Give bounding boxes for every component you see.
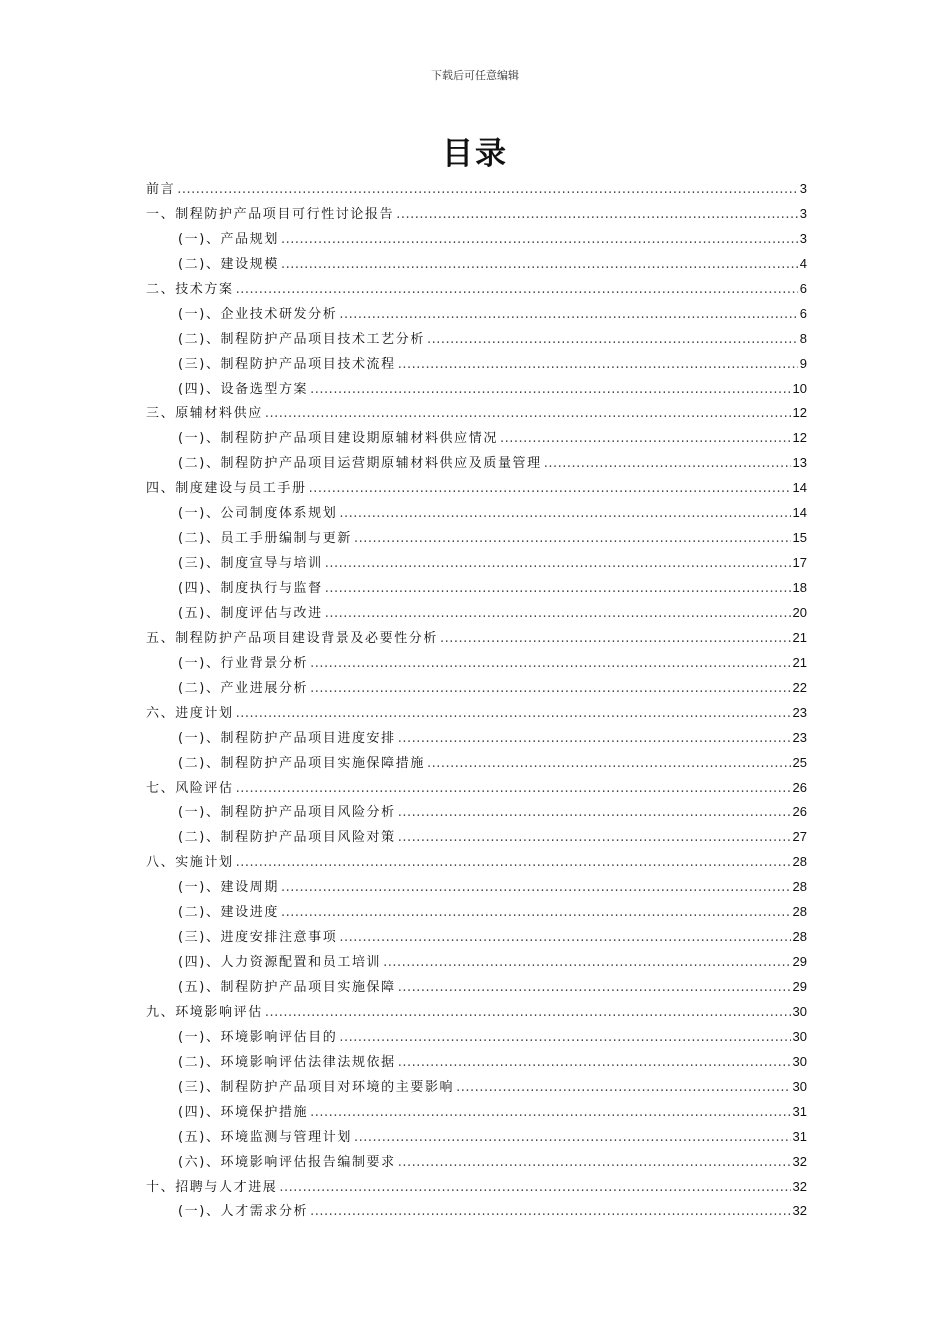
toc-title: 目录: [442, 136, 508, 172]
toc-entry[interactable]: [146, 1050, 807, 1075]
toc-dot-leader: [339, 303, 797, 328]
toc-entry-label: 四、制度建设与员工手册: [146, 481, 307, 497]
toc-entry-label: 前言: [146, 182, 176, 197]
toc-entry[interactable]: [146, 377, 807, 402]
toc-entry-label: (三)、制程防护产品项目对环境的主要影响: [178, 1079, 455, 1095]
toc-entry-label: (二)、建设进度: [178, 905, 279, 921]
toc-entry[interactable]: [146, 875, 807, 900]
toc-entry-page: 14: [792, 505, 807, 521]
toc-entry-page: 3: [799, 205, 807, 221]
toc-dot-leader: [427, 752, 791, 777]
toc-dot-leader: [281, 253, 798, 278]
toc-entry-label: (一)、环境影响评估目的: [178, 1029, 338, 1045]
toc-entry-label: 三、原辅材料供应: [146, 406, 263, 422]
toc-entry-label: (四)、制度执行与监督: [178, 581, 323, 596]
toc-entry-label: (三)、制度宣导与培训: [178, 556, 323, 572]
toc-entry[interactable]: [146, 850, 807, 875]
toc-entry-page: 12: [792, 430, 807, 446]
toc-entry[interactable]: [146, 327, 807, 352]
toc-entry[interactable]: [146, 501, 807, 526]
toc-entry-label: (五)、制度评估与改进: [178, 605, 323, 621]
toc-entry[interactable]: [146, 177, 807, 202]
toc-entry-label: (五)、制程防护产品项目实施保障: [178, 980, 396, 995]
toc-entry-label: (二)、制程防护产品项目技术工艺分析: [178, 331, 425, 347]
toc-entry-label: 十、招聘与人才进展: [146, 1179, 278, 1195]
toc-entry-label: (三)、进度安排注意事项: [178, 930, 338, 946]
toc-dot-leader: [310, 1101, 790, 1126]
toc-entry[interactable]: [146, 825, 807, 850]
toc-entry[interactable]: [146, 1125, 807, 1150]
toc-entry-page: 32: [792, 1178, 807, 1194]
toc-entry-label: (一)、公司制度体系规划: [178, 506, 338, 522]
toc-entry-page: 27: [792, 829, 807, 845]
toc-entry-page: 21: [792, 654, 807, 670]
toc-dot-leader: [396, 203, 798, 228]
toc-entry[interactable]: [146, 1100, 807, 1125]
toc-dot-leader: [339, 926, 790, 951]
toc-dot-leader: [398, 353, 798, 378]
toc-dot-leader: [177, 178, 798, 203]
toc-entry-label: (一)、制程防护产品项目进度安排: [178, 730, 396, 746]
toc-dot-leader: [236, 278, 798, 303]
toc-entry-page: 32: [792, 1203, 807, 1219]
toc-entry-page: 18: [792, 580, 807, 595]
toc-entry-page: 30: [792, 1028, 807, 1044]
toc-entry[interactable]: [146, 1000, 807, 1025]
toc-dot-leader: [427, 328, 798, 353]
toc-entry-page: 29: [792, 954, 807, 970]
toc-dot-leader: [354, 1126, 791, 1151]
toc-entry-page: 23: [792, 729, 807, 745]
toc-dot-leader: [398, 727, 791, 752]
toc-entry-label: (三)、制程防护产品项目技术流程: [178, 356, 396, 372]
toc-entry-label: (二)、环境影响评估法律法规依据: [178, 1054, 396, 1070]
toc-entry[interactable]: [146, 651, 807, 676]
toc-entry-label: 六、进度计划: [146, 705, 234, 721]
toc-entry-label: (一)、制程防护产品项目风险分析: [178, 805, 396, 821]
toc-entry-page: 22: [792, 679, 807, 695]
toc-entry-page: 31: [792, 1103, 807, 1119]
toc-entry-page: 28: [792, 879, 807, 895]
toc-dot-leader: [398, 1051, 791, 1076]
toc-entry-page: 17: [792, 555, 807, 571]
toc-entry-label: (一)、建设周期: [178, 880, 279, 896]
toc-dot-leader: [398, 1151, 791, 1176]
toc-dot-leader: [310, 652, 790, 677]
toc-entry-page: 3: [799, 181, 807, 196]
toc-entry[interactable]: [146, 601, 807, 626]
toc-entry[interactable]: [146, 1025, 807, 1050]
toc-entry-label: (六)、环境影响评估报告编制要求: [178, 1154, 396, 1170]
toc-entry-label: (四)、环境保护措施: [178, 1104, 309, 1120]
toc-entry-label: (一)、行业背景分析: [178, 655, 309, 671]
toc-entry-page: 31: [792, 1128, 807, 1144]
toc-entry[interactable]: [146, 352, 807, 377]
table-of-contents: [146, 177, 807, 1224]
toc-entry[interactable]: [146, 302, 807, 327]
toc-entry-page: 20: [792, 604, 807, 620]
toc-entry[interactable]: [146, 551, 807, 576]
toc-dot-leader: [383, 951, 790, 976]
toc-entry-label: (一)、产品规划: [178, 231, 279, 247]
toc-entry-label: (一)、人才需求分析: [178, 1204, 309, 1220]
toc-entry[interactable]: [146, 1075, 807, 1100]
toc-dot-leader: [281, 228, 798, 253]
toc-entry[interactable]: [146, 701, 807, 726]
toc-entry[interactable]: [146, 900, 807, 925]
toc-dot-leader: [398, 976, 791, 1001]
toc-entry[interactable]: [146, 975, 807, 1000]
toc-dot-leader: [265, 402, 791, 427]
toc-dot-leader: [236, 702, 791, 727]
toc-entry-label: (二)、员工手册编制与更新: [178, 531, 352, 547]
toc-entry-label: (二)、建设规模: [178, 256, 279, 272]
toc-entry[interactable]: [146, 476, 807, 501]
toc-dot-leader: [281, 876, 791, 901]
toc-dot-leader: [325, 552, 791, 577]
toc-entry-label: 八、实施计划: [146, 855, 234, 871]
toc-entry-label: 九、环境影响评估: [146, 1004, 263, 1020]
header-note: 下载后可任意编辑: [431, 69, 519, 82]
toc-entry[interactable]: [146, 800, 807, 825]
toc-entry[interactable]: [146, 202, 807, 227]
toc-dot-leader: [236, 851, 791, 876]
toc-entry-label: (四)、设备选型方案: [178, 381, 309, 397]
toc-entry-page: 9: [799, 355, 807, 371]
toc-dot-leader: [456, 1076, 790, 1101]
toc-dot-leader: [398, 826, 791, 851]
toc-dot-leader: [310, 677, 790, 702]
toc-entry[interactable]: [146, 401, 807, 426]
toc-entry-page: 14: [792, 480, 807, 496]
toc-entry-page: 30: [792, 1053, 807, 1069]
toc-dot-leader: [500, 427, 791, 452]
toc-dot-leader: [325, 602, 791, 627]
toc-entry-page: 25: [792, 754, 807, 770]
toc-entry-label: (一)、制程防护产品项目建设期原辅材料供应情况: [178, 431, 498, 447]
toc-entry-page: 8: [799, 330, 807, 346]
toc-entry[interactable]: [146, 1199, 807, 1224]
toc-entry[interactable]: [146, 676, 807, 701]
toc-entry-page: 13: [792, 455, 807, 471]
toc-dot-leader: [544, 452, 791, 477]
toc-entry-label: 七、风险评估: [146, 780, 234, 796]
toc-entry-page: 28: [792, 854, 807, 870]
toc-entry[interactable]: [146, 1150, 807, 1175]
toc-dot-leader: [440, 627, 791, 652]
toc-entry-page: 26: [792, 779, 807, 795]
toc-entry-page: 26: [792, 804, 807, 820]
toc-entry[interactable]: [146, 576, 807, 601]
toc-dot-leader: [279, 1176, 790, 1201]
toc-entry-label: 二、技术方案: [146, 281, 234, 297]
toc-entry[interactable]: [146, 426, 807, 451]
toc-entry-page: 29: [792, 979, 807, 994]
toc-entry-label: (二)、产业进展分析: [178, 680, 309, 696]
toc-entry[interactable]: [146, 776, 807, 801]
toc-entry-page: 28: [792, 904, 807, 920]
toc-entry[interactable]: [146, 726, 807, 751]
toc-entry-label: (一)、企业技术研发分析: [178, 306, 338, 322]
toc-dot-leader: [310, 1200, 790, 1225]
toc-entry-label: (五)、环境监测与管理计划: [178, 1129, 352, 1145]
toc-entry[interactable]: [146, 526, 807, 551]
toc-entry[interactable]: [146, 1175, 807, 1200]
toc-entry-page: 21: [792, 629, 807, 645]
toc-entry-page: 3: [799, 230, 807, 246]
toc-entry-page: 30: [792, 1003, 807, 1019]
toc-entry-label: (二)、制程防护产品项目运营期原辅材料供应及质量管理: [178, 456, 542, 472]
toc-entry-label: (二)、制程防护产品项目实施保障措施: [178, 755, 425, 771]
toc-dot-leader: [310, 378, 790, 403]
toc-entry-label: (四)、人力资源配置和员工培训: [178, 955, 382, 971]
toc-entry-label: 一、制程防护产品项目可行性讨论报告: [146, 206, 395, 222]
toc-dot-leader: [398, 801, 791, 826]
toc-dot-leader: [309, 477, 791, 502]
toc-entry[interactable]: [146, 626, 807, 651]
toc-entry-page: 15: [792, 530, 807, 546]
toc-entry[interactable]: [146, 252, 807, 277]
toc-entry-page: 28: [792, 929, 807, 945]
toc-dot-leader: [265, 1001, 791, 1026]
toc-entry-page: 23: [792, 704, 807, 720]
toc-entry-page: 32: [792, 1153, 807, 1169]
toc-entry[interactable]: [146, 950, 807, 975]
toc-dot-leader: [236, 777, 791, 802]
toc-entry-label: 五、制程防护产品项目建设背景及必要性分析: [146, 630, 439, 646]
toc-entry[interactable]: [146, 227, 807, 252]
toc-entry-page: 30: [792, 1078, 807, 1094]
toc-dot-leader: [325, 577, 791, 602]
toc-entry[interactable]: [146, 751, 807, 776]
toc-dot-leader: [281, 901, 791, 926]
toc-entry[interactable]: [146, 451, 807, 476]
toc-entry-page: 10: [792, 380, 807, 396]
toc-dot-leader: [354, 527, 791, 552]
toc-entry-page: 4: [799, 255, 807, 271]
toc-dot-leader: [339, 502, 790, 527]
toc-entry-page: 6: [799, 280, 807, 296]
toc-dot-leader: [339, 1026, 790, 1051]
toc-entry[interactable]: [146, 925, 807, 950]
toc-entry[interactable]: [146, 277, 807, 302]
toc-entry-page: 12: [792, 405, 807, 421]
toc-entry-page: 6: [799, 305, 807, 321]
toc-entry-label: (二)、制程防护产品项目风险对策: [178, 830, 396, 846]
